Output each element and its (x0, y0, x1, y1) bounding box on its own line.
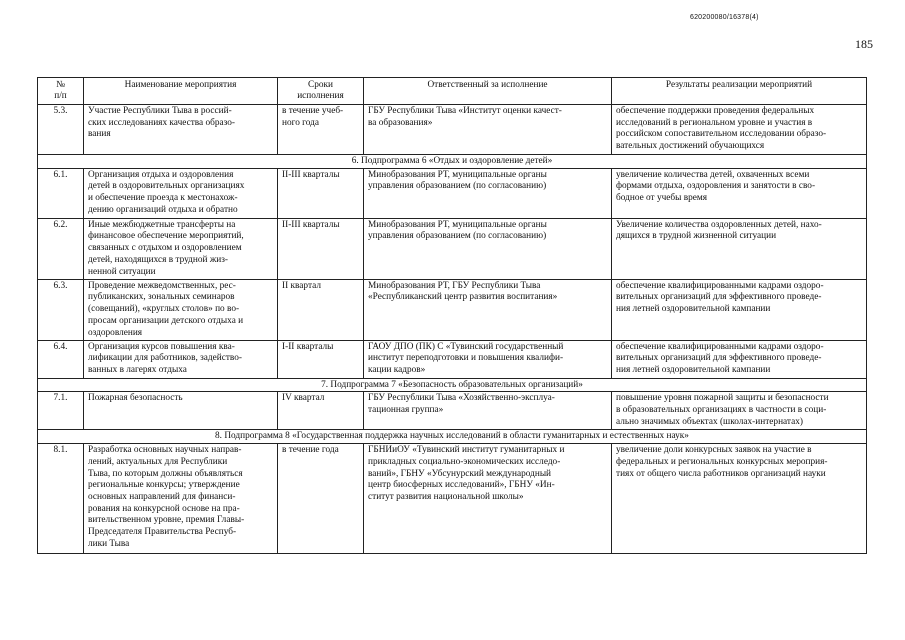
table-header-row (38, 78, 867, 105)
row-responsible: Минобразования РТ, ГБУ Республики Тыва «Республиканский центр развития воспитания» (364, 279, 612, 340)
row-num: 8.1. (38, 444, 84, 554)
page-number: 185 (855, 37, 873, 51)
row-results: Увеличение количества оздоровленных детей, нахо- дящихся в трудной жизненной ситуации (612, 218, 867, 279)
row-num: 6.3. (38, 279, 84, 340)
table-row (38, 392, 867, 430)
table-row (38, 444, 867, 554)
row-responsible: ГБУ Республики Тыва «Институт оценки качест- ва образования» (364, 105, 612, 155)
header-num: № п/п (38, 78, 84, 105)
header-name: Наименование мероприятия (84, 78, 278, 105)
row-responsible: Минобразования РТ, муниципальные органы управления образованием (по согласованию) (364, 168, 612, 218)
row-period: I-II кварталы (278, 340, 364, 378)
row-period: в течение года (278, 444, 364, 554)
table-row (38, 279, 867, 340)
row-responsible: ГБУ Республики Тыва «Хозяйственно-эксплуа- тационная группа» (364, 392, 612, 430)
table-row (38, 218, 867, 279)
row-period: в течение учеб- ного года (278, 105, 364, 155)
section-row (38, 378, 867, 392)
row-num: 6.4. (38, 340, 84, 378)
section-row (38, 430, 867, 444)
row-period: IV квартал (278, 392, 364, 430)
header-responsible: Ответственный за исполнение (364, 78, 612, 105)
row-name: Пожарная безопасность (84, 392, 278, 430)
document-code: 620200080/16378(4) (690, 14, 759, 21)
table-row (38, 340, 867, 378)
row-name: Участие Республики Тыва в россий- ских исследованиях качества образо- вания (84, 105, 278, 155)
header-period: Сроки исполнения (278, 78, 364, 105)
row-responsible: ГБНИиОУ «Тувинский институт гуманитарных и прикладных социально-экономических исследо- ваний», ГБНУ «Убсунурский международный центр биосферных исследований», ГБНУ «Ин- ститут развития национальной школы» (364, 444, 612, 554)
row-results: увеличение количества детей, охваченных всеми формами отдыха, оздоровления и занятости в сво- бодное от учебы время (612, 168, 867, 218)
header-results: Результаты реализации мероприятий (612, 78, 867, 105)
row-num: 5.3. (38, 105, 84, 155)
row-responsible: Минобразования РТ, муниципальные органы управления образованием (по согласованию) (364, 218, 612, 279)
section-title: 8. Подпрограмма 8 «Государственная поддержка научных исследований в области гуманитарных и естественных наук» (38, 430, 867, 444)
row-results: обеспечение квалифицированными кадрами оздоро- вительных организаций для эффективного проведе- ния летней оздоровительной кампании (612, 340, 867, 378)
row-results: повышение уровня пожарной защиты и безопасности в образовательных организациях в частности в соци- ально значимых объектах (школах-интернатах) (612, 392, 867, 430)
row-name: Иные межбюджетные трансферты на финансовое обеспечение мероприятий, связанных с отдыхом и оздоровлением детей, находящихся в трудной жиз- ненной ситуации (84, 218, 278, 279)
row-name: Разработка основных научных направ- лений, актуальных для Республики Тыва, по которым должны объявляться региональные конкурсы; утверждение основных направлений для финанси- рования на конкурсной основе на пра- вительственном уровне, премия Главы- Председателя Правительства Респуб- лики Тыва (84, 444, 278, 554)
row-results: обеспечение квалифицированными кадрами оздоро- вительных организаций для эффективного проведе- ния летней оздоровительной кампании (612, 279, 867, 340)
row-num: 7.1. (38, 392, 84, 430)
row-period: II-III кварталы (278, 168, 364, 218)
section-title: 6. Подпрограмма 6 «Отдых и оздоровление детей» (38, 155, 867, 169)
row-period: II-III кварталы (278, 218, 364, 279)
section-title: 7. Подпрограмма 7 «Безопасность образовательных организаций» (38, 378, 867, 392)
table-row (38, 168, 867, 218)
row-num: 6.1. (38, 168, 84, 218)
row-results: увеличение доли конкурсных заявок на участие в федеральных и региональных конкурсных мероприя- тиях от общего числа работников организаций науки (612, 444, 867, 554)
row-period: II квартал (278, 279, 364, 340)
row-name: Организация отдыха и оздоровления детей в оздоровительных организациях и обеспечение проезда к местонахож- дению организаций отдыха и обратно (84, 168, 278, 218)
row-name: Проведение межведомственных, рес- публиканских, зональных семинаров (совещаний), «круглых столов» по во- просам организации детского отдыха и оздоровления (84, 279, 278, 340)
row-responsible: ГАОУ ДПО (ПК) С «Тувинский государственный институт переподготовки и повышения квалифи- кации кадров» (364, 340, 612, 378)
row-results: обеспечение поддержки проведения федеральных исследований в региональном уровне и участия в российском сопоставительном исследовании образо- вательных достижений обучающихся (612, 105, 867, 155)
measures-table (37, 77, 867, 554)
row-num: 6.2. (38, 218, 84, 279)
row-name: Организация курсов повышения ква- лификации для работников, задейство- ванных в лагерях отдыха (84, 340, 278, 378)
section-row (38, 155, 867, 169)
table-row (38, 105, 867, 155)
